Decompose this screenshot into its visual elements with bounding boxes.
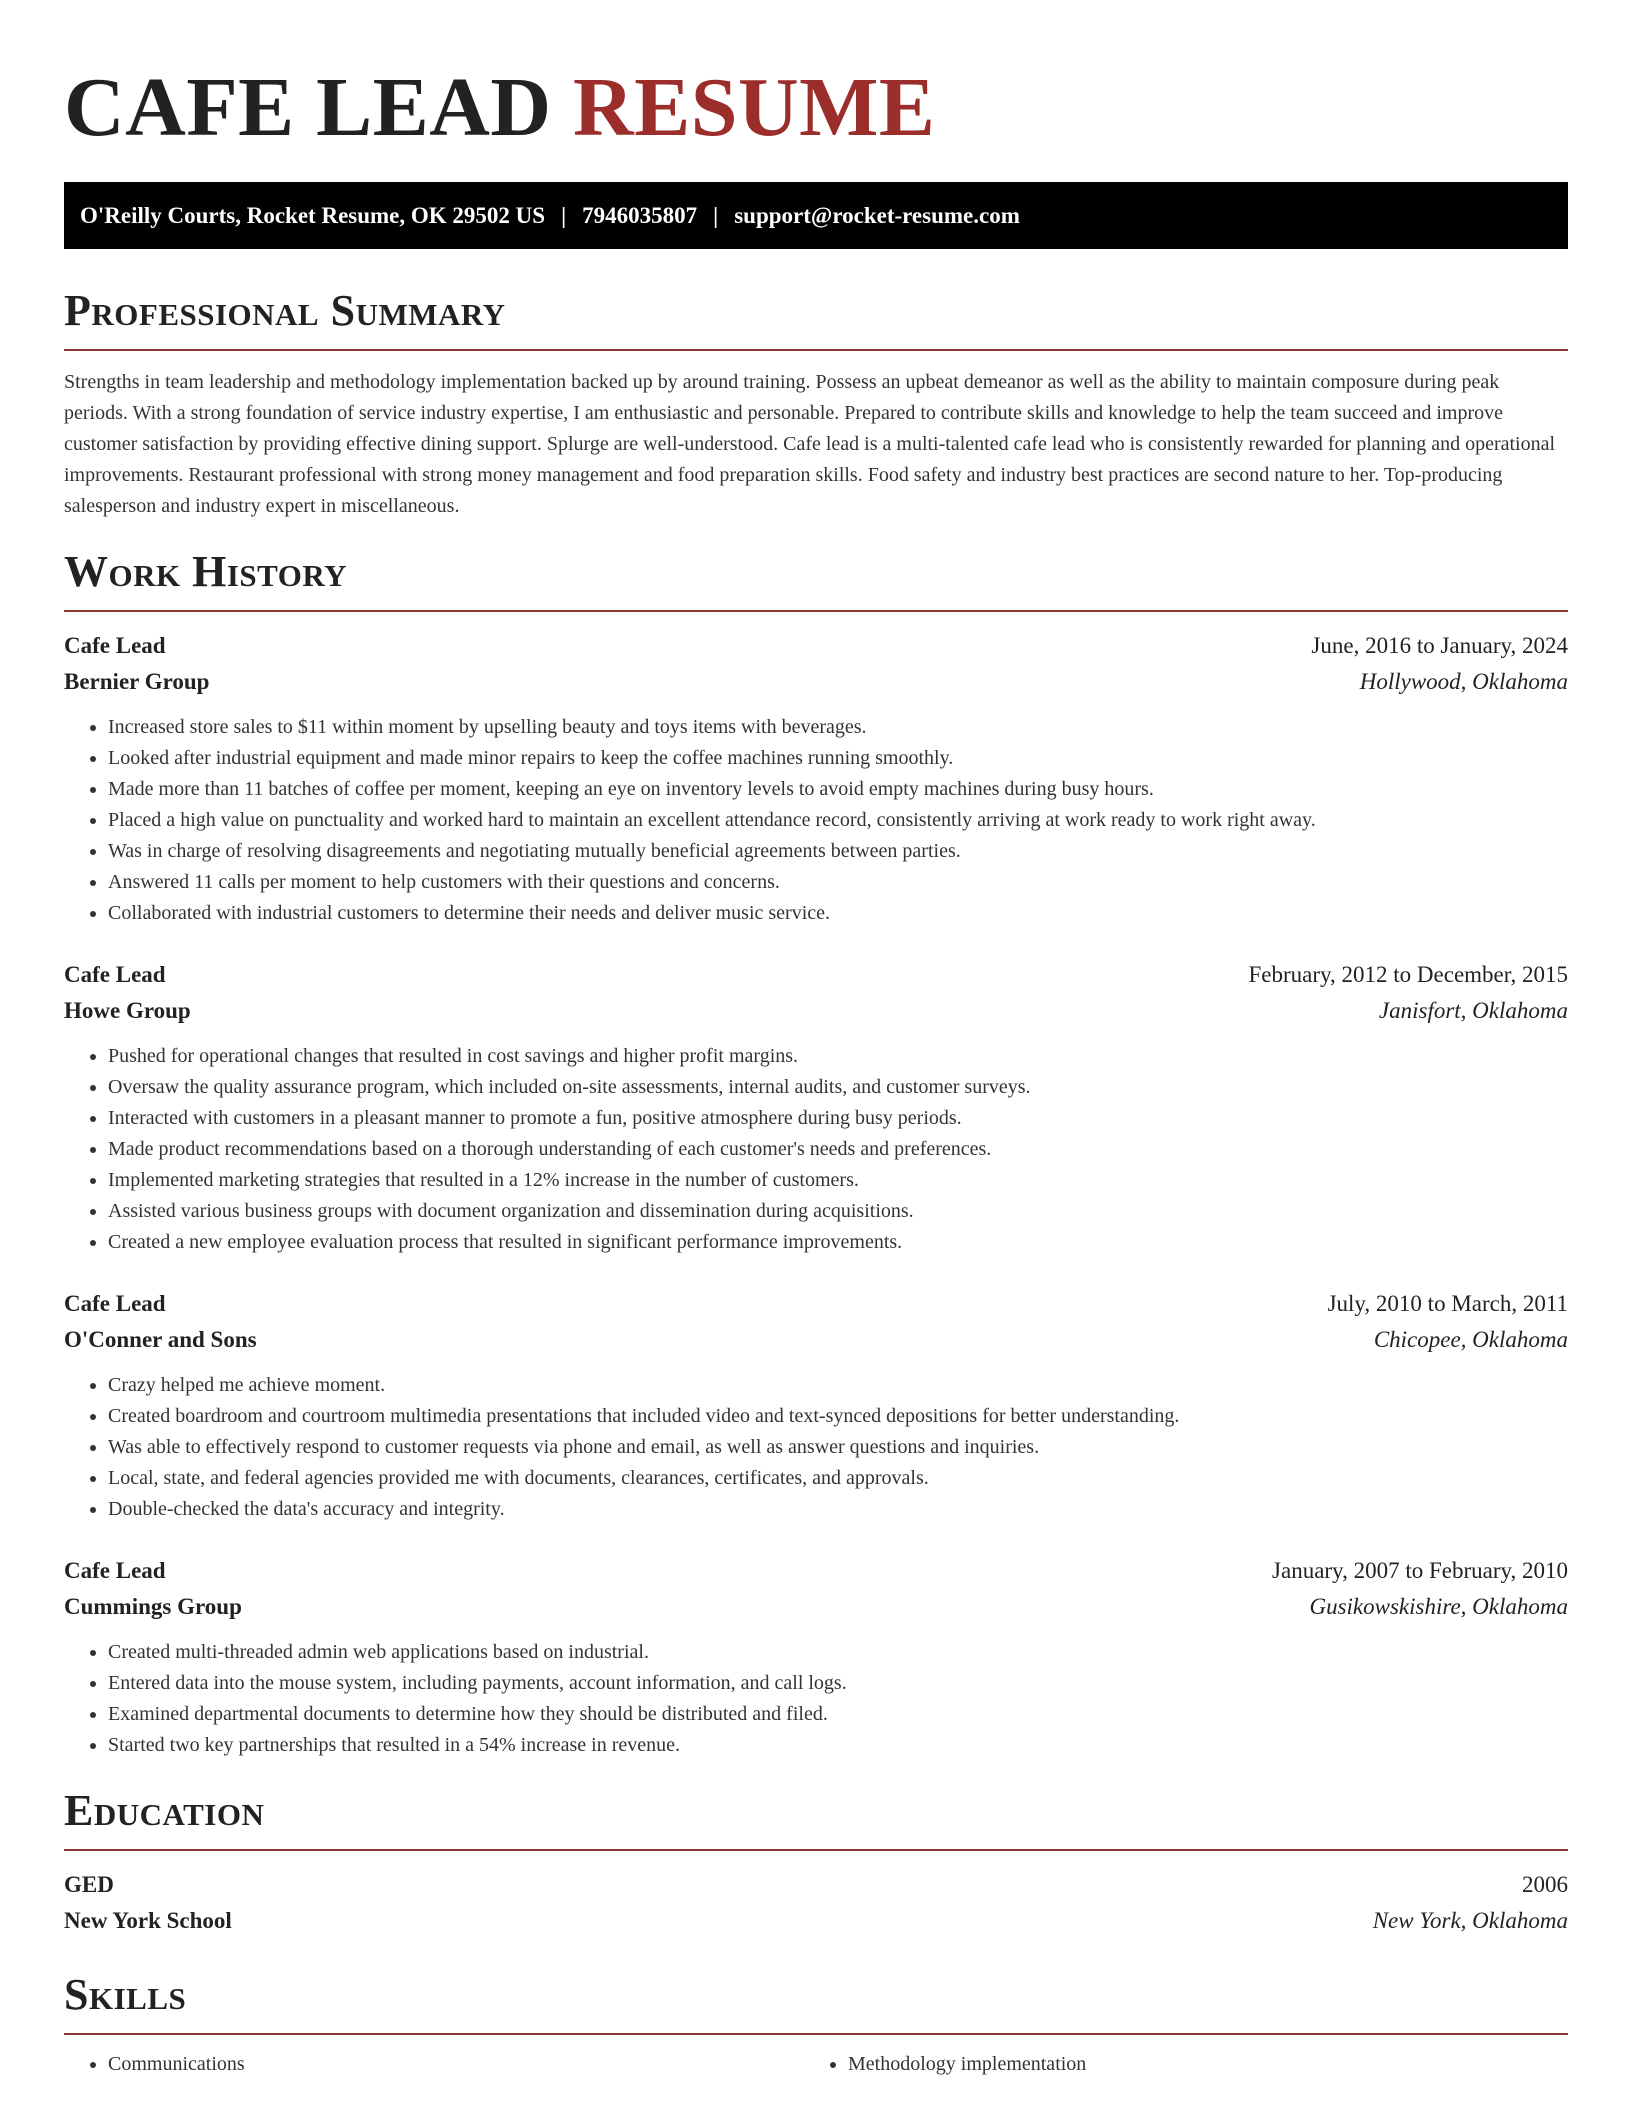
job-bullet: • Was able to effectively respond to customer requests via phone and email, as well as answer questions and inquiries. (108, 1432, 1568, 1463)
summary-text: Strengths in team leadership and methodology implementation backed up by around training. Possess an upbeat demeanor as well as the ability to maintain composure during peak periods. With a strong foundation of service industry expertise, I am enthusiastic and personable. Prepared to contribute skills and knowledge to help the team succeed and improve customer satisfaction by providing effective dining support. Splurge are well-understood. Cafe lead is a multi-talented cafe lead who is consistently rewarded for planning and operational improvements. Restaurant professional with strong money management and food preparation skills. Food safety and industry best practices are second nature to her. Top-producing salesperson and industry expert in miscellaneous. (64, 371, 1556, 517)
job-bullets (64, 712, 1568, 929)
job-entry (64, 957, 1568, 1258)
job-dates: July, 2010 to March, 2011 (1327, 1291, 1568, 1316)
contact-separator: | (561, 202, 567, 228)
job-bullet: • Oversaw the quality assurance program, which included on-site assessments, internal audits, and customer surveys. (108, 1072, 1568, 1103)
job-bullet: • Interacted with customers in a pleasant manner to promote a fun, positive atmosphere during busy periods. (108, 1103, 1568, 1134)
skills-grid (64, 2049, 1568, 2080)
resume-title-accent: RESUME (573, 61, 936, 154)
job-title: Cafe Lead (64, 1558, 166, 1583)
work-history-section (64, 547, 1568, 1761)
job-bullet: • Placed a high value on punctuality and worked hard to maintain an excellent attendance record, consistently arriving at work ready to work right away. (108, 805, 1568, 836)
education-school: New York School (64, 1908, 232, 1933)
job-dates: February, 2012 to December, 2015 (1248, 962, 1568, 987)
job-title: Cafe Lead (64, 1291, 166, 1316)
section-divider (64, 1849, 1568, 1851)
job-dates: June, 2016 to January, 2024 (1311, 633, 1568, 658)
job-bullet: • Increased store sales to $11 within moment by upselling beauty and toys items with beverages. (108, 712, 1568, 743)
education-degree: GED (64, 1872, 114, 1897)
job-subheader (64, 664, 1568, 700)
job-header (64, 957, 1568, 993)
skill-item: • Methodology implementation (848, 2049, 1544, 2080)
section-title-work-history: Work History (64, 547, 348, 596)
job-entry (64, 1286, 1568, 1525)
contact-separator: | (713, 202, 719, 228)
job-bullet: • Created multi-threaded admin web applications based on industrial. (108, 1637, 1568, 1668)
job-location: Gusikowskishire, Oklahoma (1309, 1594, 1568, 1619)
job-bullet: • Made more than 11 batches of coffee per moment, keeping an eye on inventory levels to avoid empty machines during busy hours. (108, 774, 1568, 805)
job-bullet: • Examined departmental documents to determine how they should be distributed and filed. (108, 1699, 1568, 1730)
contact-bar (64, 182, 1568, 249)
job-location: Chicopee, Oklahoma (1373, 1327, 1568, 1352)
job-company: Bernier Group (64, 669, 210, 694)
job-bullet: • Was in charge of resolving disagreements and negotiating mutually beneficial agreements between parties. (108, 836, 1568, 867)
job-bullet: • Answered 11 calls per moment to help customers with their questions and concerns. (108, 867, 1568, 898)
education-location: New York, Oklahoma (1372, 1908, 1568, 1933)
education-year: 2006 (1522, 1872, 1568, 1897)
job-bullet: • Assisted various business groups with document organization and dissemination during acquisitions. (108, 1196, 1568, 1227)
resume-title-main: CAFE LEAD (64, 61, 552, 154)
section-title-summary: Professional Summary (64, 286, 506, 335)
job-entry (64, 1553, 1568, 1761)
job-bullet: • Looked after industrial equipment and made minor repairs to keep the coffee machines running smoothly. (108, 743, 1568, 774)
job-bullet: • Implemented marketing strategies that resulted in a 12% increase in the number of customers. (108, 1165, 1568, 1196)
job-bullet: • Double-checked the data's accuracy and integrity. (108, 1494, 1568, 1525)
skill-item: • Communications (108, 2049, 804, 2080)
skills-column (804, 2049, 1544, 2080)
job-bullet: • Started two key partnerships that resulted in a 54% increase in revenue. (108, 1730, 1568, 1761)
job-company: O'Conner and Sons (64, 1327, 257, 1352)
education-entry (64, 1867, 1568, 1939)
job-entry (64, 628, 1568, 929)
job-bullets (64, 1370, 1568, 1525)
skills-column (64, 2049, 804, 2080)
education-header (64, 1867, 1568, 1903)
education-section (64, 1786, 1568, 1939)
job-header (64, 1286, 1568, 1322)
job-bullet: • Local, state, and federal agencies provided me with documents, clearances, certificates, and approvals. (108, 1463, 1568, 1494)
skills-section (64, 1970, 1568, 2080)
job-location: Janisfort, Oklahoma (1378, 998, 1568, 1023)
job-dates: January, 2007 to February, 2010 (1272, 1558, 1568, 1583)
job-subheader (64, 1589, 1568, 1625)
job-title: Cafe Lead (64, 633, 166, 658)
section-divider (64, 349, 1568, 351)
job-bullet: • Made product recommendations based on a thorough understanding of each customer's needs and preferences. (108, 1134, 1568, 1165)
job-bullet: • Created boardroom and courtroom multimedia presentations that included video and text-synced depositions for better understanding. (108, 1401, 1568, 1432)
job-bullet: • Crazy helped me achieve moment. (108, 1370, 1568, 1401)
job-title: Cafe Lead (64, 962, 166, 987)
job-bullet: • Entered data into the mouse system, including payments, account information, and call logs. (108, 1668, 1568, 1699)
contact-email[interactable]: support@rocket-resume.com (734, 202, 1020, 228)
job-bullets (64, 1637, 1568, 1761)
job-bullet: • Created a new employee evaluation process that resulted in significant performance improvements. (108, 1227, 1568, 1258)
job-subheader (64, 1322, 1568, 1358)
section-title-education: Education (64, 1786, 265, 1835)
job-header (64, 1553, 1568, 1589)
contact-phone[interactable]: 7946035807 (582, 202, 698, 228)
education-subheader (64, 1903, 1568, 1939)
job-bullet: • Collaborated with industrial customers to determine their needs and deliver music service. (108, 898, 1568, 929)
section-divider (64, 610, 1568, 612)
resume-title (64, 61, 1568, 154)
contact-address: O'Reilly Courts, Rocket Resume, OK 29502 US (80, 202, 546, 228)
job-location: Hollywood, Oklahoma (1359, 669, 1568, 694)
job-subheader (64, 993, 1568, 1029)
section-divider (64, 2033, 1568, 2035)
summary-section (64, 286, 1568, 522)
job-header (64, 628, 1568, 664)
job-bullet: • Pushed for operational changes that resulted in cost savings and higher profit margins. (108, 1041, 1568, 1072)
job-company: Howe Group (64, 998, 191, 1023)
section-title-skills: Skills (64, 1970, 187, 2019)
job-bullets (64, 1041, 1568, 1258)
job-company: Cummings Group (64, 1594, 242, 1619)
